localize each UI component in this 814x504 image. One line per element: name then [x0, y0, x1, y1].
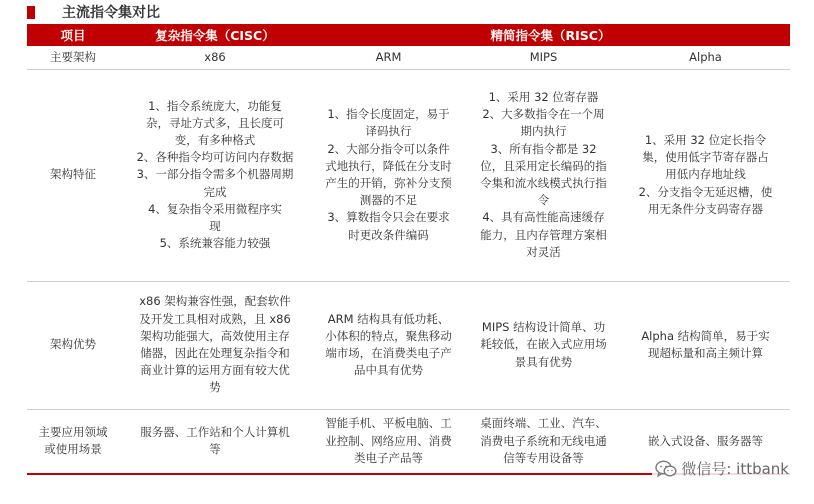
cell-arch-arm: ARM: [311, 46, 466, 69]
cell-features-mips: 1、采用 32 位寄存器 2、大多数指令在一个周 期内执行 3、所有指令都是 32 位，且采用定长编码的指 令集和流水线模式执行指 令 4、具有高性能高速缓存 能力，且内存管理方案相 对灵活: [466, 69, 621, 281]
row-label-architecture: 主要架构: [27, 46, 119, 69]
cell-features-arm: 1、指令长度固定，易于 译码执行 2、大部分指令可以条件 式地执行，降低在分支时 产生的开销，弥补分支预 测器的不足 3、算数指令只会在要求 时更改条件编码: [311, 69, 466, 281]
cell-features-alpha: 1、采用 32 位定长指令 集，使用低字节寄存器占 用低内存地址线 2、分支指令无延迟槽，使 用无条件分支码寄存器: [621, 69, 790, 281]
title-block: [27, 2, 807, 22]
cell-features-x86: 1、指令系统庞大，功能复 杂，寻址方式多，且长度可 变，有多种格式 2、各种指令均可访问内存数据 3、一部分指令需多个机器周期 完成 4、复杂指令采用微程序实 现 5、系统兼容能力较强: [119, 69, 311, 281]
cell-advantages-mips: MIPS 结构设计简单、功 耗较低，在嵌入式应用场 景具有优势: [466, 281, 621, 409]
cell-arch-alpha: Alpha: [621, 46, 790, 69]
header-item: 项目: [27, 24, 119, 46]
cell-applications-x86: 服务器、工作站和个人计算机 等: [119, 409, 311, 474]
row-label-advantages: 架构优势: [27, 281, 119, 409]
table-header-row: [27, 24, 790, 46]
cell-applications-arm: 智能手机、平板电脑、工 业控制、网络应用、消费 类电子产品等: [311, 409, 466, 474]
row-label-applications: 主要应用领域 或使用场景: [27, 409, 119, 474]
table-row-features: [27, 69, 790, 281]
cell-advantages-arm: ARM 结构具有低功耗、 小体积的特点，聚焦移动 端市场，在消费类电子产 品中具有优势: [311, 281, 466, 409]
header-risc: 精简指令集（RISC）: [311, 24, 790, 46]
cell-advantages-x86: x86 架构兼容性强，配套软件 及开发工具相对成熟，且 x86 架构功能强大，高效使用主存 储器，因此在处理复杂指令和 商业计算的运用方面有较大优 势: [119, 281, 311, 409]
header-cisc: 复杂指令集（CISC）: [119, 24, 311, 46]
cell-advantages-alpha: Alpha 结构简单，易于实 现超标量和高主频计算: [621, 281, 790, 409]
row-label-features: 架构特征: [27, 69, 119, 281]
cell-arch-x86: x86: [119, 46, 311, 69]
table-row-architecture: [27, 46, 790, 69]
wechat-watermark: [652, 457, 792, 480]
cell-applications-mips: 桌面终端、工业、汽车、 消费电子系统和无线电通 信等专用设备等: [466, 409, 621, 474]
cell-applications-alpha: 嵌入式设备、服务器等: [621, 409, 790, 474]
comparison-table: [27, 24, 790, 475]
cell-arch-mips: MIPS: [466, 46, 621, 69]
title-accent-bar: [27, 6, 35, 19]
watermark-text: 微信号: ittbank: [681, 460, 789, 478]
page-title: 主流指令集对比: [62, 5, 160, 21]
wechat-icon: [655, 460, 677, 478]
table-row-advantages: [27, 281, 790, 409]
